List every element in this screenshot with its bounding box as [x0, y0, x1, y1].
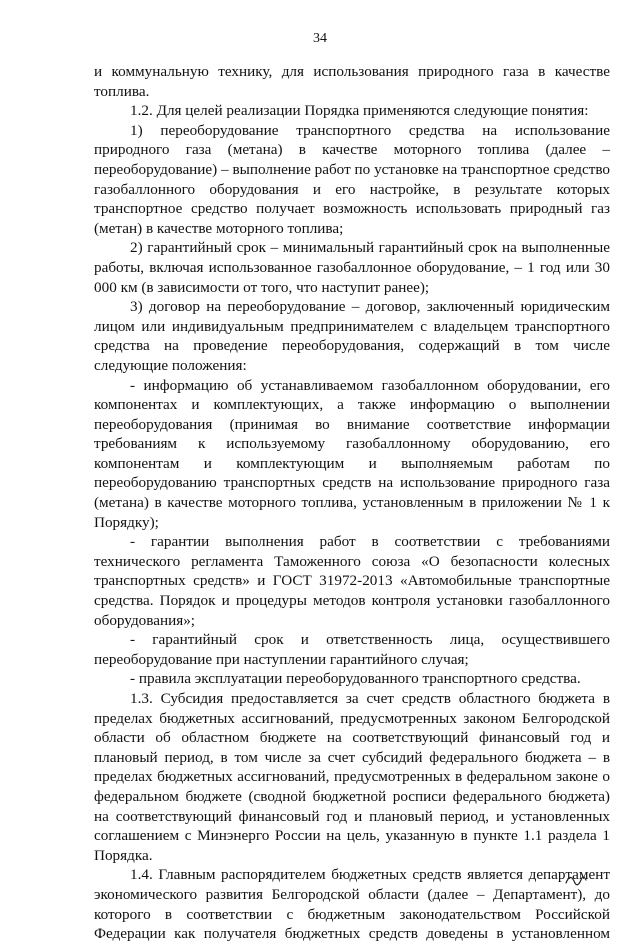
paragraph-definition-3: 3) договор на переоборудование – договор, заключенный юридическим лицом или индивидуальным предпринимателем с владельцем транспортного средства на проведение переоборудования, содержащий в том числе следующие положения:	[94, 298, 610, 374]
list-item-equipment-info: - информацию об устанавливаемом газобаллонном оборудовании, его компонентах и комплектующих, а также информацию о выполнении переоборудования (принимая во внимание соответствие информации требованиям к используемому газобаллонному оборудованию, его компонентам и комплектующим и выполняемым работам по переоборудованию транспортных средств на использование природного газа (метана) в качестве моторного топлива, установленным в приложении № 1 к Порядку);	[94, 376, 610, 531]
paragraph-continuation: и коммунальную технику, для использования природного газа в качестве топлива.	[94, 63, 610, 100]
document-body	[94, 62, 610, 944]
paragraph-definition-2: 2) гарантийный срок – минимальный гарантийный срок на выполненные работы, включая использованное газобаллонное оборудование, – 1 год или 30 000 км (в зависимости от того, что наступит ранее);	[94, 239, 610, 296]
list-item-guarantees: - гарантии выполнения работ в соответствии с требованиями технического регламента Таможенного союза «О безопасности колесных транспортных средств» и ГОСТ 31972-2013 «Автомобильные транспортные средства. Порядок и процедуры методов контроля установки газобаллонного оборудования»;	[94, 533, 610, 629]
paragraph-1-2: 1.2. Для целей реализации Порядка применяются следующие понятия:	[130, 102, 589, 120]
paragraph-1-4: 1.4. Главным распорядителем бюджетных средств является департамент экономического развития Белгородской области (далее – Департамент), до которого в соответствии с бюджетным законодательством Российской Федерации как получателя бюджетных средств доведены в установленном	[94, 866, 610, 943]
page-number: 34	[313, 31, 327, 46]
list-item-warranty: - гарантийный срок и ответственность лица, осуществившего переоборудование при наступлении гарантийного случая;	[94, 631, 610, 668]
paragraph-1-3: 1.3. Субсидия предоставляется за счет средств областного бюджета в пределах бюджетных ассигнований, предусмотренных законом Белгородской области об областном бюджете на соответствующий финансовый год и плановый период, в том числе за счет субсидий федерального бюджета – в пределах бюджетных ассигнований, предусмотренных в федеральном законе о федеральном бюджете (сводной бюджетной росписи федерального бюджета) на соответствующий финансовый год и плановый период, и установленных соглашением с Минэнерго России на цель, указанную в пункте 1.1 раздела 1 Порядка.	[94, 690, 610, 864]
paragraph-definition-1: 1) переоборудование транспортного средства на использование природного газа (метана) в качестве моторного топлива (далее – переоборудование) – выполнение работ по установке на транспортное средство газобаллонного оборудования и его настройке, в результате которых транспортное средство получает возможность использовать природный газ (метан) в качестве моторного топлива;	[94, 121, 610, 237]
list-item-rules: - правила эксплуатации переоборудованного транспортного средства.	[130, 670, 581, 688]
